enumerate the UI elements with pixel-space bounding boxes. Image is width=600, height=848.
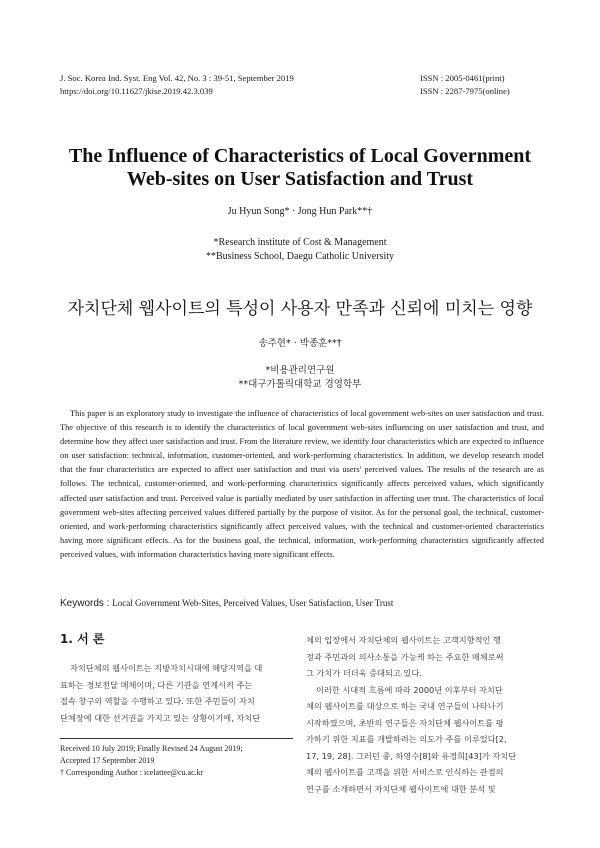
issn-online: ISSN : 2287-7975(online): [420, 86, 510, 96]
body-line: 연구를 소개하면서 자치단체 웹사이트에 대한 분석 및: [306, 783, 496, 794]
body-line: 접속 창구의 역할을 수행하고 있다. 또한 주민들이 자치: [60, 696, 255, 706]
keywords: [60, 598, 544, 609]
abstract: This paper is an exploratory study to investigate the influence of characteristics of local government web-sites on user satisfaction and trust. The objective of this research is to identify the characteristics of local government web-sites influencing on user satisfaction and trust, and determine how they affect user satisfaction and trust. From the literature review, we identify four characteristics which are expected to influence on user satisfaction: technical, information, customer-oriented, and work-performing characteristics. In addition, we develop research model that the four characteristics are expected to affect user satisfaction and trust via users' perceived values. The results of the research are as follows. The technical, customer-oriented, and work-performing characteristics significantly affects perceived values, which significantly affected user satisfaction and trust. Perceived value is partially mediated by user satisfaction in affecting user trust. The characteristics of local government web-sites affecting perceived values differed partially by the purpose of visitor. As for the personal goal, the technical, customer-oriented, and work-performing characteristics significantly affect perceived values, with the technical and customer-oriented characteristics having more significant effects. As for the business goal, the technical, information, work-performing characteristics significantly affected perceived values, with information characteristics having more significant effects.: [60, 409, 544, 559]
korean-author-list: 송주현* · 박종훈**†: [258, 338, 342, 349]
body-line: 체의 입장에서 자치단체의 웹사이트는 고객지향적인 행: [306, 635, 501, 645]
doi-link[interactable]: https://doi.org/10.11627/jkise.2019.42.3.039: [60, 86, 213, 96]
body-line: 표하는 정보전달 매체이며, 다른 기관을 연계시켜 주는: [60, 679, 253, 690]
affiliation: *Research institute of Cost & Management: [213, 237, 387, 248]
korean-affiliation: *비용관리연구원: [265, 365, 335, 376]
korean-affiliation: **대구가톨릭대학교 경영학부: [238, 379, 362, 390]
paper-title: [40, 145, 560, 191]
footnote-accepted: Accepted 17 September 2019: [60, 756, 155, 765]
paragraph: [306, 632, 540, 682]
issn-print: ISSN : 2005-0461(print): [420, 73, 505, 83]
paragraph: [306, 682, 540, 798]
issn-block: [420, 72, 560, 98]
affiliations: [40, 236, 560, 264]
body-line: 체의 웹사이트를 대상으로 하는 국내 연구들이 나타나기: [306, 701, 504, 711]
footnote-received: Received 10 July 2019; Finally Revised 24 August 2019;: [60, 744, 243, 753]
body-line: 체의 웹사이트를 고객을 위한 서비스로 인식하는 관점의: [306, 767, 504, 777]
korean-title: 자치단체 웹사이트의 특성이 사용자 만족과 신뢰에 미치는 영향: [67, 299, 533, 319]
body-line: 단체장에 대한 선거권을 가지고 있는 상황이기에, 자치단: [60, 712, 261, 723]
title-line: The Influence of Characteristics of Local Government: [68, 145, 532, 167]
korean-affiliations: [40, 364, 560, 392]
keywords-text: Local Government Web-Sites, Perceived Values, User Satisfaction, User Trust: [112, 598, 394, 608]
footnote-divider: [60, 738, 293, 739]
body-line: 17, 19, 28]. 그러던 중, 하영수[8]와 유경희[43]가 자치단: [306, 750, 517, 761]
body-line: 시작하였으며, 초반의 연구들은 자치단체 웹사이트를 평: [306, 717, 504, 728]
left-column-body: [60, 660, 293, 726]
keywords-label: Keywords :: [60, 598, 113, 609]
body-line: 자치단체의 웹사이트는 지방자치시대에 해당지역을 대: [70, 663, 263, 673]
journal-citation: J. Soc. Korea Ind. Syst. Eng Vol. 42, No. 3 : 39-51, September 2019: [60, 73, 294, 83]
author-list: Ju Hyun Song* · Jong Hun Park**†: [227, 206, 373, 217]
footnotes: [60, 743, 293, 779]
footnote-corresponding-author: † Corresponding Author : icelattee@cu.ac.kr: [60, 768, 204, 777]
body-line: 정과 주민과의 의사소통을 가능케 하는 주요한 매체로써: [306, 651, 504, 662]
right-column-body: [306, 632, 540, 797]
journal-header: [60, 72, 380, 98]
body-line: 이러한 시대적 흐름에 따라 2000년 이후부터 자치단: [316, 684, 503, 695]
body-line: 그 가치가 더더욱 증대되고 있다.: [306, 668, 422, 678]
section-heading: 1. 서 론: [60, 632, 105, 646]
title-line: Web-sites on User Satisfaction and Trust: [126, 168, 474, 190]
body-line: 가하기 위한 지표를 개발하려는 의도가 주를 이루었다[2,: [306, 734, 507, 744]
affiliation: **Business School, Daegu Catholic University: [205, 251, 395, 262]
